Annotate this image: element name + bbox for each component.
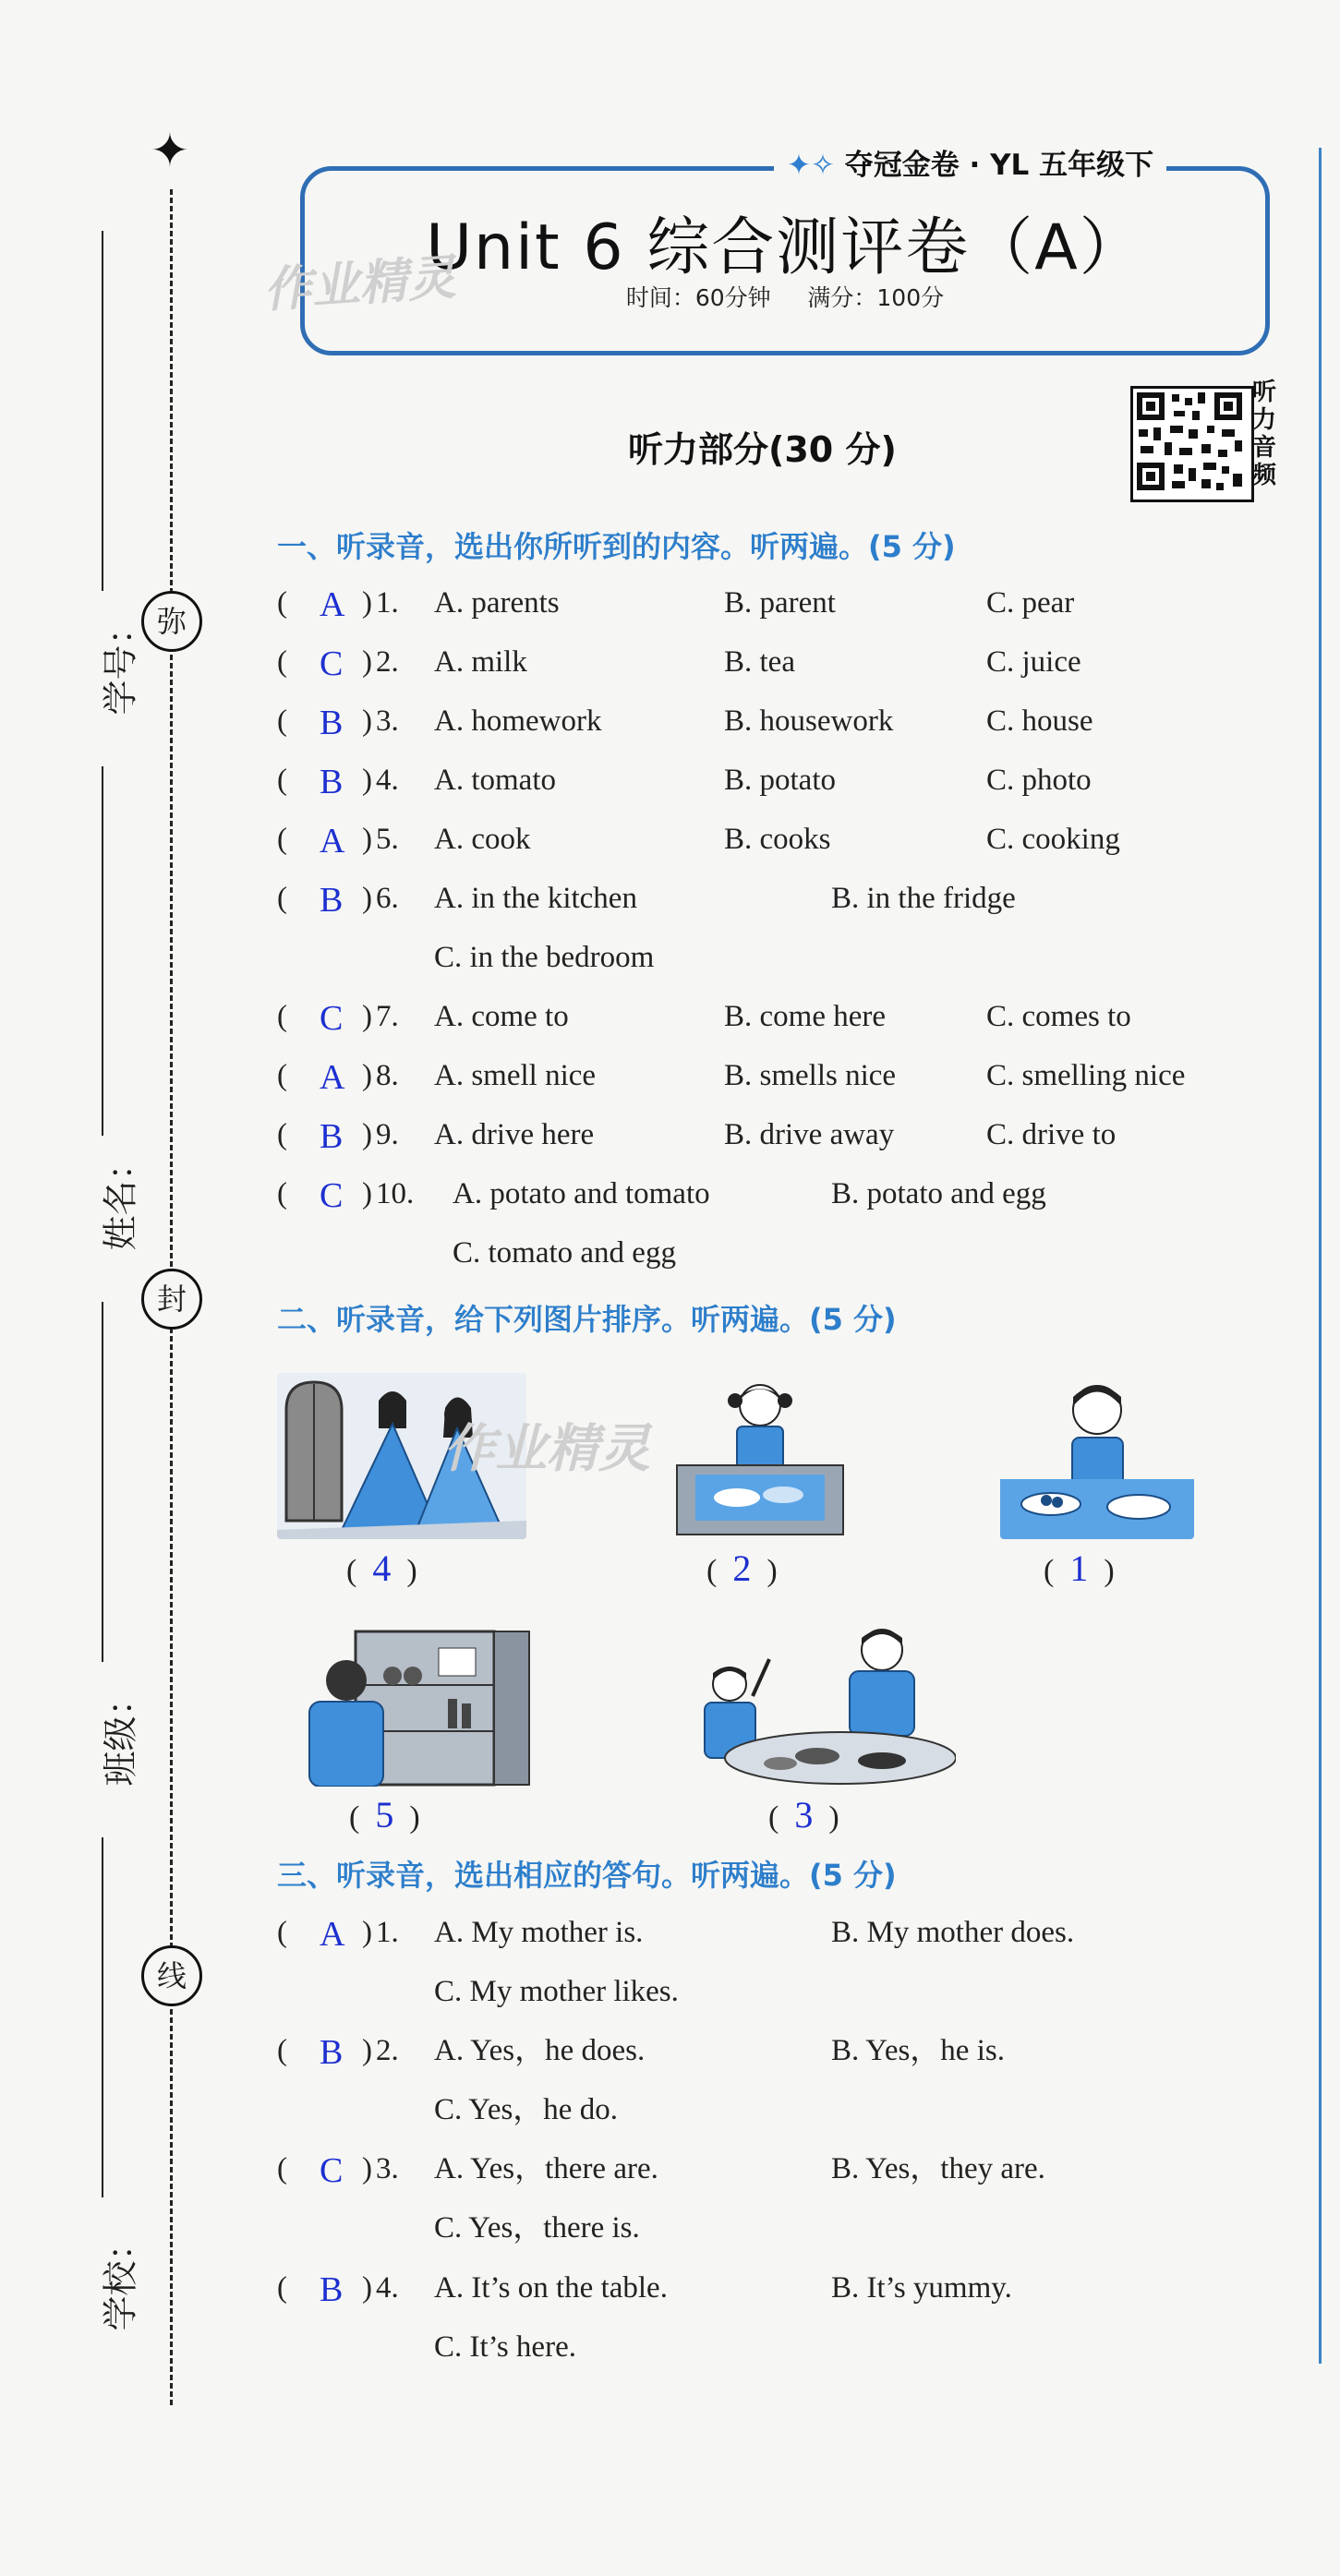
series-tag (774, 143, 1166, 187)
listening-title: 听力部分(30 分) (628, 429, 897, 470)
answer-paren-open: ( (277, 2271, 287, 2305)
answer-letter: A (320, 1915, 345, 1954)
question-item (277, 818, 1256, 861)
question-item (277, 759, 1256, 801)
answer-paren-open: ( (277, 586, 287, 620)
question-number: 8. (376, 1059, 399, 1092)
watermark: 作业精灵 (261, 249, 458, 319)
question-item (277, 1173, 1256, 1302)
option-b: B. It’s yummy. (831, 2271, 1012, 2305)
field-student-id: 学号： (100, 609, 141, 716)
answer-letter: B (320, 763, 344, 801)
answer-paren-open: ( (277, 704, 287, 738)
star-icon: ✦ (151, 124, 189, 177)
option-a: A. come to (434, 1000, 569, 1033)
option-c: C. tomato and egg (453, 1236, 676, 1270)
option-b: B. Yes，they are. (831, 2152, 1045, 2185)
option-b: B. smells nice (724, 1059, 897, 1092)
option-b: B. come here (724, 1000, 887, 1033)
option-b: B. My mother does. (831, 1916, 1075, 1949)
answer-paren-open: ( (277, 645, 287, 679)
right-margin-rule (1319, 148, 1322, 2364)
answer-paren-close: ) (362, 882, 372, 915)
answer-letter: C (320, 999, 344, 1038)
question-number: 6. (376, 882, 399, 915)
picture-answer: 5 (375, 1794, 394, 1836)
question-item (277, 700, 1256, 742)
boy-eating-picture (1000, 1373, 1194, 1539)
question-number: 1. (376, 1916, 399, 1949)
answer-paren-open: ( (277, 764, 287, 797)
option-a: A. It’s on the table. (434, 2271, 668, 2305)
option-a: A. Yes，he does. (434, 2034, 646, 2067)
question-item (277, 2148, 1256, 2277)
family-dinner-picture (688, 1618, 956, 1788)
answer-letter: B (320, 2270, 344, 2309)
question-number: 7. (376, 1000, 399, 1033)
question-number: 10. (376, 1177, 415, 1210)
option-c: C. It’s here. (434, 2330, 576, 2364)
option-c: C. cooking (986, 823, 1120, 856)
field-line (102, 1837, 103, 2197)
option-b: B. cooks (724, 823, 831, 856)
boy-at-fridge-picture (300, 1630, 531, 1787)
answer-paren-open: ( (277, 2034, 287, 2067)
question-number: 4. (376, 2271, 399, 2305)
picture-answer: 3 (794, 1794, 814, 1836)
answer-paren-open: ( (277, 1059, 287, 1092)
answer-paren-open: ( (277, 882, 287, 915)
answer-letter: C (320, 2151, 344, 2190)
question-number: 4. (376, 764, 399, 797)
option-c: C. Yes，he do. (434, 2093, 618, 2126)
picture-answer: 1 (1069, 1547, 1089, 1589)
option-b: B. drive away (724, 1118, 895, 1151)
picture-answer-slot: ( 1 ) (1044, 1547, 1115, 1589)
option-b: B. housework (724, 704, 894, 738)
option-a: A. tomato (434, 764, 556, 797)
option-a: A. My mother is. (434, 1916, 644, 1949)
picture-answer-slot: ( 3 ) (768, 1794, 839, 1836)
option-a: A. drive here (434, 1118, 595, 1151)
option-a: A. parents (434, 586, 560, 620)
option-a: A. milk (434, 645, 527, 679)
girl-washing-dishes-picture (672, 1373, 848, 1539)
field-line (102, 231, 103, 591)
option-c: C. comes to (986, 1000, 1131, 1033)
picture-answer-slot: ( 5 ) (349, 1794, 420, 1836)
question-number: 3. (376, 2152, 399, 2185)
option-b: B. potato and egg (831, 1177, 1046, 1210)
option-b: B. parent (724, 586, 836, 620)
option-b: B. potato (724, 764, 836, 797)
option-a: A. smell nice (434, 1059, 597, 1092)
qr-label-char: 力 (1252, 406, 1277, 434)
question-number: 3. (376, 704, 399, 738)
option-a: A. cook (434, 823, 531, 856)
answer-letter: B (320, 2033, 344, 2072)
option-c: C. Yes，there is. (434, 2211, 640, 2245)
picture-answer: 4 (372, 1547, 392, 1589)
full-score: 满分：100分 (807, 284, 945, 311)
question-item (277, 995, 1256, 1038)
answer-paren-open: ( (277, 1118, 287, 1151)
option-c: C. My mother likes. (434, 1975, 679, 2008)
question-item (277, 1054, 1256, 1097)
sparkle-icon: ✦✧ (787, 149, 845, 182)
series-tag-text: 夺冠金卷 · YL 五年级下 (844, 149, 1154, 182)
question-item (277, 1113, 1256, 1156)
question-number: 2. (376, 645, 399, 679)
question-item (277, 641, 1256, 683)
answer-paren-close: ) (362, 2034, 372, 2067)
option-a: A. potato and tomato (453, 1177, 710, 1210)
qr-label (1252, 379, 1286, 489)
option-b: B. in the fridge (831, 882, 1016, 915)
field-class: 班级： (100, 1680, 141, 1787)
answer-paren-close: ) (362, 1000, 372, 1033)
field-line (102, 1302, 103, 1662)
option-c: C. smelling nice (986, 1059, 1186, 1092)
time-limit: 时间：60分钟 (625, 284, 771, 311)
question-number: 5. (376, 823, 399, 856)
answer-letter: C (320, 1176, 344, 1215)
question-item (277, 582, 1256, 624)
answer-letter: B (320, 881, 344, 920)
option-b: B. Yes，he is. (831, 2034, 1005, 2067)
answer-paren-close: ) (362, 1177, 372, 1210)
answer-paren-close: ) (362, 586, 372, 620)
answer-paren-close: ) (362, 1059, 372, 1092)
option-a: A. Yes，there are. (434, 2152, 658, 2185)
option-c: C. pear (986, 586, 1075, 620)
picture-answer-slot: ( 2 ) (706, 1547, 778, 1589)
field-school: 学校： (100, 2225, 141, 2331)
answer-paren-close: ) (362, 2152, 372, 2185)
question-item (277, 2029, 1256, 2159)
answer-paren-open: ( (277, 1177, 287, 1210)
field-name: 姓名： (100, 1145, 141, 1251)
answer-letter: A (320, 1058, 345, 1097)
question-number: 1. (376, 586, 399, 620)
qr-code-icon[interactable] (1130, 386, 1254, 502)
exam-info (300, 280, 1270, 313)
answer-paren-open: ( (277, 1000, 287, 1033)
question-item (277, 2267, 1256, 2396)
answer-letter: B (320, 1117, 344, 1156)
option-c: C. in the bedroom (434, 941, 655, 974)
answer-paren-close: ) (362, 764, 372, 797)
answer-paren-close: ) (362, 645, 372, 679)
qr-label-char: 听 (1252, 379, 1277, 406)
qr-label-char: 频 (1252, 462, 1277, 489)
seal-feng: 封 (141, 1269, 202, 1330)
question-number: 9. (376, 1118, 399, 1151)
answer-paren-close: ) (362, 1916, 372, 1949)
answer-paren-close: ) (362, 823, 372, 856)
page-title: Unit 6 综合测评卷（A） (426, 211, 1144, 284)
option-c: C. drive to (986, 1118, 1117, 1151)
seal-xian: 线 (141, 1945, 202, 2006)
watermark: 作业精灵 (443, 1419, 650, 1479)
question-number: 2. (376, 2034, 399, 2067)
part1-heading: 一、听录音，选出你所听到的内容。听两遍。(5 分) (277, 529, 956, 564)
answer-paren-open: ( (277, 823, 287, 856)
part2-heading: 二、听录音，给下列图片排序。听两遍。(5 分) (277, 1302, 897, 1337)
option-b: B. tea (724, 645, 795, 679)
answer-letter: C (320, 644, 344, 683)
answer-letter: A (320, 822, 345, 861)
option-c: C. juice (986, 645, 1081, 679)
picture-answer-slot: ( 4 ) (346, 1547, 417, 1589)
qr-label-char: 音 (1252, 434, 1277, 462)
option-c: C. house (986, 704, 1093, 738)
question-item (277, 877, 1256, 1006)
answer-paren-close: ) (362, 2271, 372, 2305)
seal-mi: 弥 (141, 591, 202, 652)
picture-answer: 2 (732, 1547, 752, 1589)
field-line (102, 766, 103, 1136)
option-a: A. in the kitchen (434, 882, 637, 915)
answer-paren-close: ) (362, 1118, 372, 1151)
part3-heading: 三、听录音，选出相应的答句。听两遍。(5 分) (277, 1858, 897, 1893)
question-item (277, 1911, 1256, 2040)
option-c: C. photo (986, 764, 1092, 797)
option-a: A. homework (434, 704, 602, 738)
answer-paren-open: ( (277, 2152, 287, 2185)
answer-letter: B (320, 704, 344, 742)
answer-paren-close: ) (362, 704, 372, 738)
answer-letter: A (320, 585, 345, 624)
answer-paren-open: ( (277, 1916, 287, 1949)
